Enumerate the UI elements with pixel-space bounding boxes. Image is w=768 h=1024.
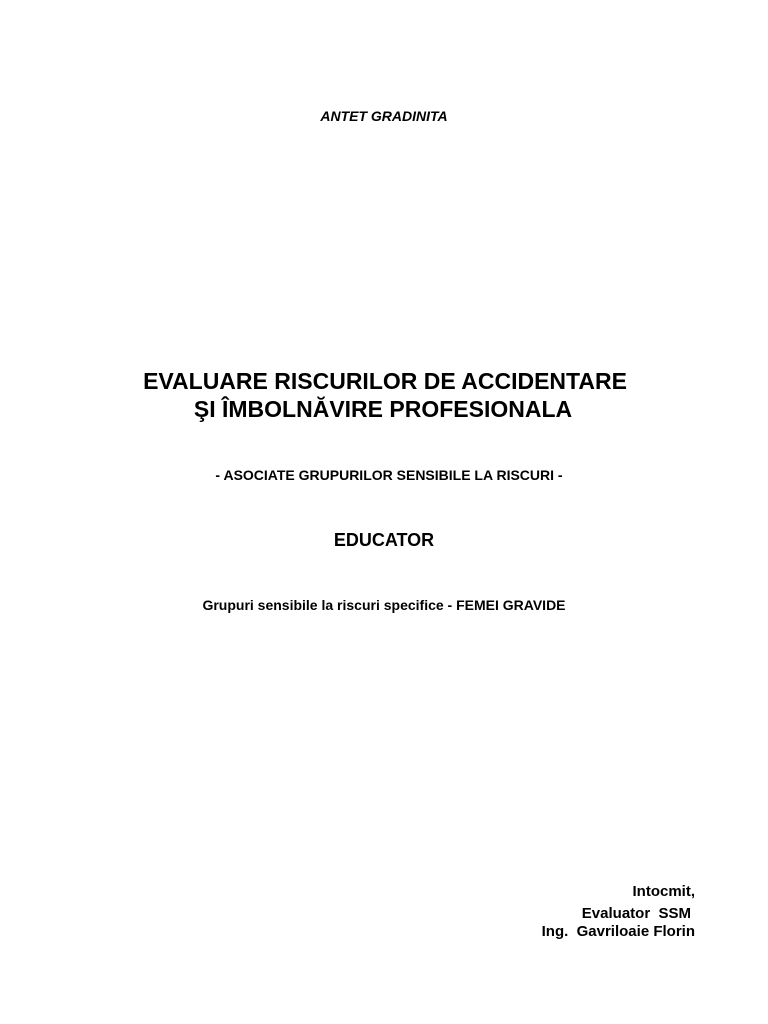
- job-role: EDUCATOR: [333, 530, 435, 550]
- document-title-line-2: ŞI ÎMBOLNĂVIRE PROFESIONALA: [193, 396, 573, 422]
- document-subtitle: - ASOCIATE GRUPURILOR SENSIBILE LA RISCURI -: [215, 467, 563, 483]
- document-header: ANTET GRADINITA: [320, 108, 448, 124]
- sensitive-group-line: Grupuri sensibile la riscuri specifice - FEMEI GRAVIDE: [202, 597, 566, 613]
- signature-intocmit: Intocmit,: [632, 883, 695, 900]
- document-title-line-1: EVALUARE RISCURILOR DE ACCIDENTARE: [143, 368, 627, 394]
- signature-name: Ing. Gavriloaie Florin: [541, 923, 695, 940]
- signature-evaluator: Evaluator SSM: [581, 905, 691, 922]
